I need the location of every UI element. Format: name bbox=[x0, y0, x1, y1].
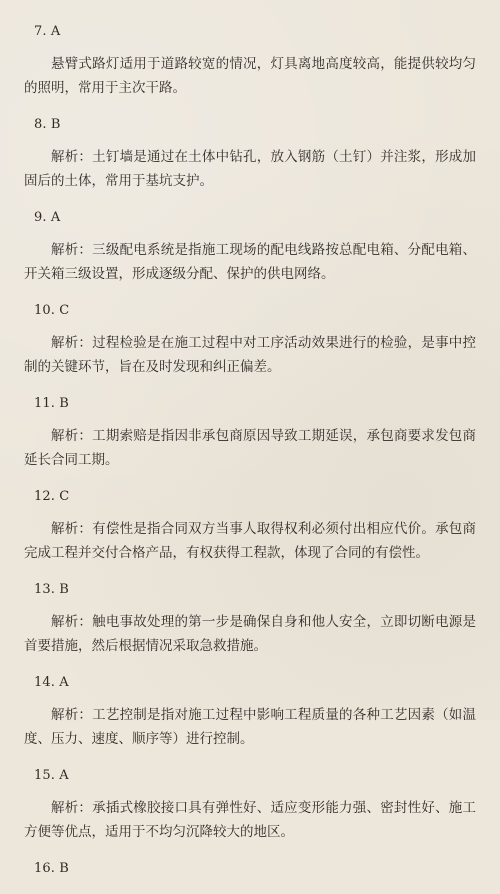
question-11 bbox=[24, 395, 476, 472]
analysis-text: 解析：触电事故处理的第一步是确保自身和他人安全，立即切断电源是首要措施，然后根据情况采取急救措施。 bbox=[24, 614, 476, 654]
question-16 bbox=[24, 860, 476, 878]
question-9 bbox=[24, 209, 476, 286]
answer-label: 12. C bbox=[34, 489, 70, 504]
question-15 bbox=[24, 767, 476, 844]
answer-label: 15. A bbox=[34, 768, 69, 783]
question-7 bbox=[24, 23, 476, 100]
analysis-text: 悬臂式路灯适用于道路较宽的情况，灯具离地高度较高，能提供较均匀的照明，常用于主次干路。 bbox=[24, 56, 476, 96]
answer-label: 7. A bbox=[34, 24, 61, 39]
analysis-text: 解析：承插式橡胶接口具有弹性好、适应变形能力强、密封性好、施工方便等优点，适用于不均匀沉降较大的地区。 bbox=[24, 800, 476, 840]
analysis-text: 解析：过程检验是在施工过程中对工序活动效果进行的检验，是事中控制的关键环节，旨在及时发现和纠正偏差。 bbox=[24, 335, 476, 375]
answer-label: 13. B bbox=[34, 582, 69, 597]
answer-explanations bbox=[24, 23, 476, 894]
answer-label: 11. B bbox=[34, 396, 69, 411]
question-13 bbox=[24, 581, 476, 658]
answer-label: 8. B bbox=[34, 117, 61, 132]
analysis-text: 解析：三级配电系统是指施工现场的配电线路按总配电箱、分配电箱、开关箱三级设置，形成逐级分配、保护的供电网络。 bbox=[24, 242, 476, 282]
answer-label: 16. B bbox=[34, 861, 69, 876]
analysis-text: 解析：有偿性是指合同双方当事人取得权利必须付出相应代价。承包商完成工程并交付合格产品，有权获得工程款，体现了合同的有偿性。 bbox=[24, 521, 476, 561]
question-14 bbox=[24, 674, 476, 751]
analysis-text: 解析：工期索赔是指因非承包商原因导致工期延误，承包商要求发包商延长合同工期。 bbox=[24, 428, 476, 468]
question-8 bbox=[24, 116, 476, 193]
answer-label: 10. C bbox=[34, 303, 70, 318]
question-12 bbox=[24, 488, 476, 565]
analysis-text: 解析：土钉墙是通过在土体中钻孔，放入钢筋（土钉）并注浆，形成加固后的土体，常用于基坑支护。 bbox=[24, 149, 476, 189]
analysis-text: 解析：工艺控制是指对施工过程中影响工程质量的各种工艺因素（如温度、压力、速度、顺序等）进行控制。 bbox=[24, 707, 476, 747]
question-10 bbox=[24, 302, 476, 379]
answer-label: 9. A bbox=[34, 210, 61, 225]
answer-label: 14. A bbox=[34, 675, 69, 690]
